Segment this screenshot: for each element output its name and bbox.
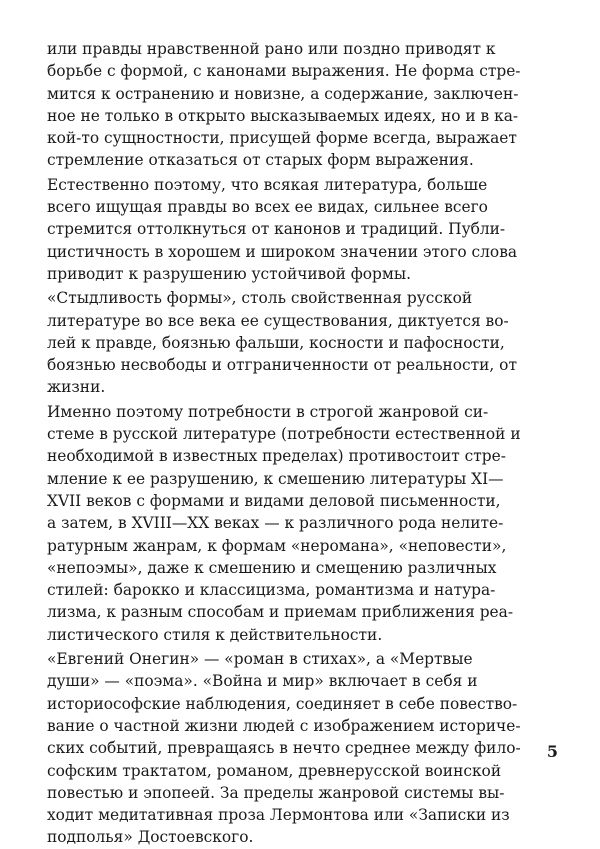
paragraph-3: «Стыдливость формы», столь свойственная русской литературе во все века ее существования, диктуется во- лей к правде, боязнью фальши, косности и пафосности, боязнью несвободы и отграниченности от реальности, от жизни. [47,289,517,397]
body-text [47,38,557,849]
page-number: 5 [546,742,558,761]
paragraph-5: «Евгений Онегин» — «роман в стихах», а «Мертвые души» — «поэма». «Война и мир» включает в себя и историософские наблюдения, соединяет в себе повество- вание о частной жизни людей с изображением историче- ских событий, превращаясь в нечто среднее между фило- софским трактатом, романом, древнерусской воинской повестью и эпопеей. За пределы жанровой системы вы- ходит медитативная проза Лермонтова или «Записки из подполья» Достоевского. [47,650,521,847]
paragraph-4: Именно поэтому потребности в строгой жанровой си- стеме в русской литературе (потребности естественной и необходимой в известных пределах) противостоит стре- мление к ее разрушению, к смешению литературы XI— XVII веков с формами и видами деловой письменности, а затем, в XVIII—XX веках — к различного рода нелите- ратурным жанрам, к формам «нероманa», «неповести», «непоэмы», даже к смешению и смещению различных стилей: барокко и классицизма, романтизма и натура- лизма, к разным способам и приемам приближения реа- листического стиля к действительности. [47,402,521,644]
paragraph-1: или правды нравственной рано или поздно приводят к борьбе с формой, с канонами выражения. Не форма стре- мится к остранению и новизне, а содержание, заключен- ное не только в открыто высказываемых идеях, но и в ка- кой-то сущностности, присущей форме всегда, выражает стремление отказаться от старых форм выражения. [47,40,521,170]
paragraph-2: Естественно поэтому, что всякая литература, больше всего ищущая правды во всех ее видах, сильнее всего стремится оттолкнуться от канонов и традиций. Публи- цистичность в хорошем и широком значении этого слова приводит к разрушению устойчивой формы. [47,175,518,283]
